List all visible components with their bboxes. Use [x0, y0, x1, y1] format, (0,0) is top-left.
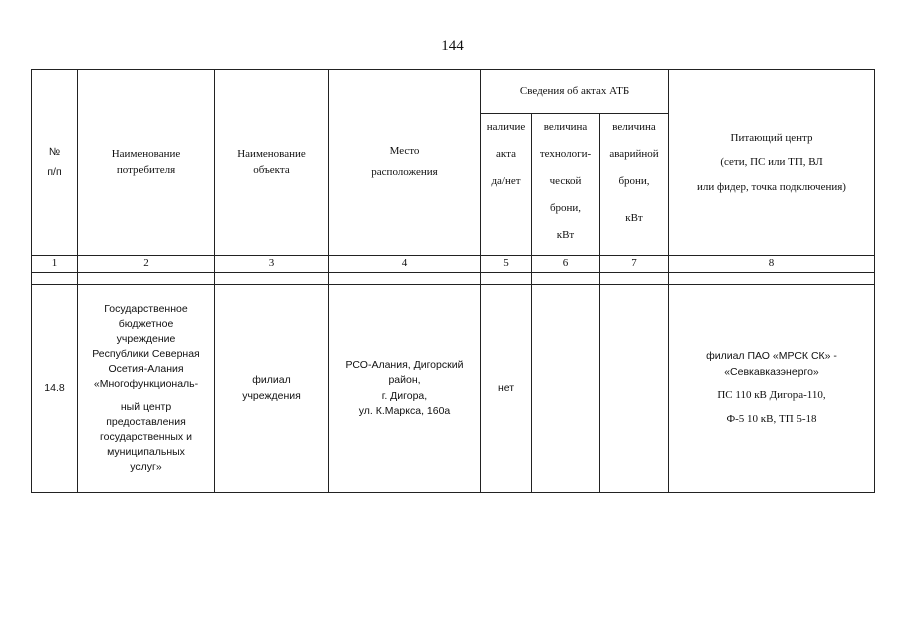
col-number: 4	[329, 256, 481, 273]
header-emerg-spacer	[602, 195, 666, 205]
header-object	[215, 70, 329, 256]
header-power-center	[669, 70, 875, 256]
location-line: район,	[388, 374, 421, 387]
header-tech-reserve	[532, 114, 600, 256]
header-tech-line: величина	[543, 121, 588, 133]
consumer-line: Государственное	[104, 303, 188, 316]
consumer-line: ный центр	[120, 401, 172, 414]
row-tech-reserve	[532, 285, 600, 493]
header-consumer-line: Наименование	[111, 147, 181, 160]
consumer-line: учреждение	[116, 332, 176, 345]
location-line: РСО-Алания, Дигорский	[345, 359, 464, 372]
spacer-cell	[215, 273, 329, 285]
power-line: филиал ПАО «МРСК СК» -	[706, 350, 837, 363]
consumers-table	[31, 69, 875, 493]
spacer-cell	[78, 273, 215, 285]
header-emerg-line: кВт	[625, 212, 643, 224]
header-power-line: Питающий центр	[730, 132, 813, 145]
table-row	[32, 285, 875, 493]
header-act-line: да/нет	[491, 175, 521, 187]
header-num-line: №	[48, 145, 61, 158]
spacer-cell	[481, 273, 532, 285]
header-row-1	[32, 70, 875, 114]
header-tech-line: технологи-	[539, 148, 592, 160]
spacer-cell	[532, 273, 600, 285]
consumer-line: Осетия-Алания	[108, 362, 184, 375]
location-line: г. Дигора,	[381, 389, 428, 402]
spacer-cell	[669, 273, 875, 285]
spacer-cell	[32, 273, 78, 285]
header-location-line: Место	[389, 145, 420, 158]
header-act-line: наличие	[486, 121, 526, 133]
col-number: 1	[32, 256, 78, 273]
row-num: 14.8	[32, 285, 78, 493]
consumer-line: государственных и	[100, 431, 192, 444]
object-line: филиал	[252, 374, 291, 387]
col-number: 8	[669, 256, 875, 273]
header-tech-line: брони,	[549, 202, 582, 214]
header-num-line: п/п	[47, 166, 62, 178]
spacer-cell	[600, 273, 669, 285]
header-atb-group: Сведения об актах АТБ	[481, 70, 669, 114]
spacer-row	[32, 273, 875, 285]
col-number: 2	[78, 256, 215, 273]
header-object-line: объекта	[253, 163, 290, 176]
row-location	[329, 285, 481, 493]
header-consumer	[78, 70, 215, 256]
power-line: ПС 110 кВ Дигора-110,	[717, 388, 826, 401]
consumer-line: предоставления	[106, 416, 186, 429]
header-consumer-line: потребителя	[116, 163, 176, 176]
col-number: 5	[481, 256, 532, 273]
consumer-line: бюджетное	[118, 317, 174, 330]
header-act	[481, 114, 532, 256]
page-number: 144	[441, 38, 464, 54]
header-power-line: (сети, ПС или ТП, ВЛ	[720, 156, 823, 169]
header-emerg-line: величина	[612, 121, 656, 133]
header-emerg-line: брони,	[618, 175, 650, 187]
spacer-cell	[329, 273, 481, 285]
row-act: нет	[481, 285, 532, 493]
header-tech-line: кВт	[556, 229, 575, 241]
header-power-line: или фидер, точка подключения)	[697, 180, 846, 193]
row-power-center	[669, 285, 875, 493]
power-line: «Севкавказэнерго»	[724, 365, 819, 378]
header-act-line: акта	[496, 148, 516, 160]
consumer-line: услуг»	[130, 461, 162, 474]
consumer-line: Республики Северная	[92, 347, 200, 360]
header-num	[32, 70, 78, 256]
consumer-line: «Многофункциональ-	[93, 377, 199, 390]
header-location-line: расположения	[371, 166, 438, 178]
object-line: учреждения	[242, 389, 301, 402]
row-consumer	[78, 285, 215, 493]
row-emergency-reserve	[600, 285, 669, 493]
header-object-line: Наименование	[237, 147, 306, 160]
col-number: 6	[532, 256, 600, 273]
header-location	[329, 70, 481, 256]
consumer-line: муниципальных	[107, 446, 185, 459]
column-number-row	[32, 256, 875, 273]
location-line: ул. К.Маркса, 160а	[358, 404, 451, 417]
header-tech-line: ческой	[549, 175, 582, 187]
header-emergency-reserve	[600, 114, 669, 256]
row-object	[215, 285, 329, 493]
col-number: 3	[215, 256, 329, 273]
power-line: Ф-5 10 кВ, ТП 5-18	[726, 412, 817, 425]
header-emerg-line: аварийной	[609, 148, 659, 160]
col-number: 7	[600, 256, 669, 273]
